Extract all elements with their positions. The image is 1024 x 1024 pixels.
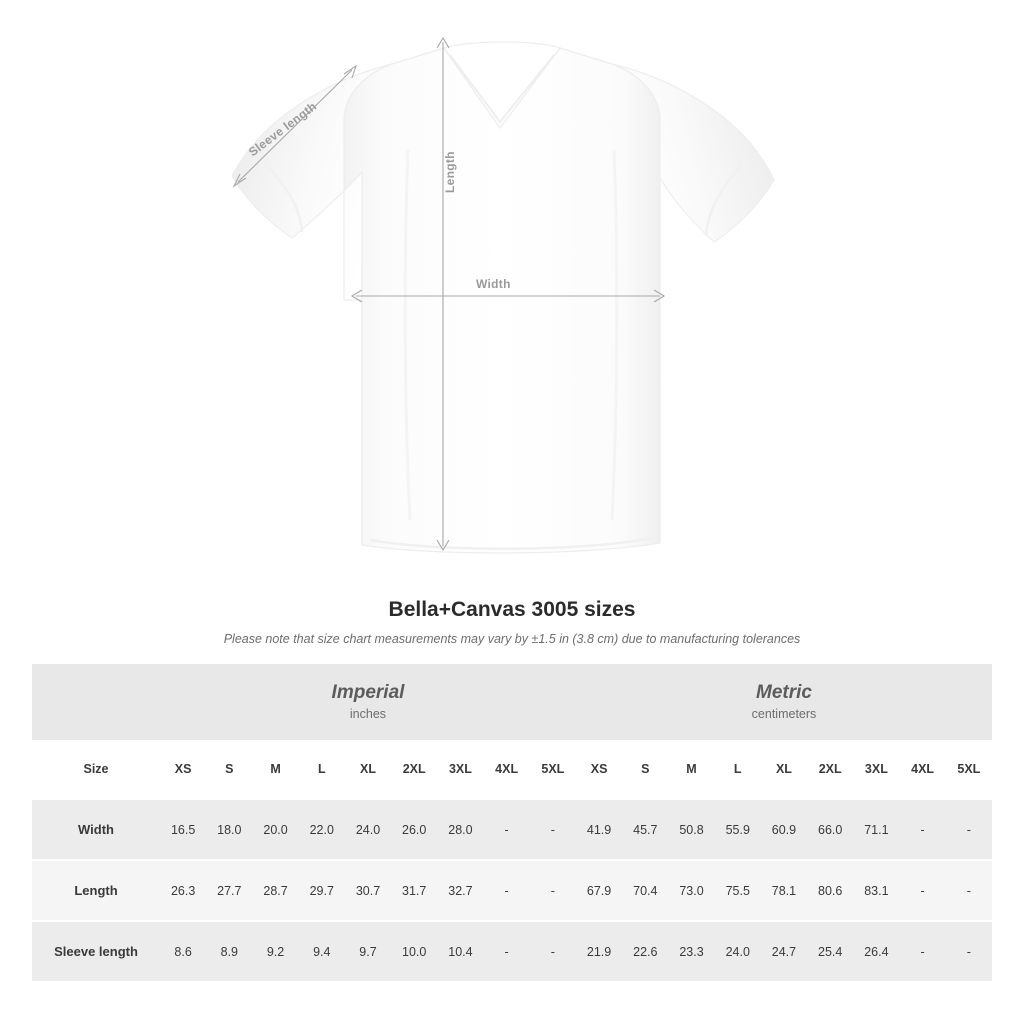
header-imperial-5xl: 5XL xyxy=(530,740,576,799)
metric-unit-sub: centimeters xyxy=(751,706,817,721)
width-imperial-xl: 24.0 xyxy=(345,799,391,860)
sleeve-metric-2xl: 25.4 xyxy=(807,921,853,981)
metric-unit-cell xyxy=(576,664,992,740)
page-title: Bella+Canvas 3005 sizes xyxy=(388,598,636,621)
table-row xyxy=(32,860,992,921)
sleeve-metric-5xl: - xyxy=(946,921,992,981)
imperial-unit-name: Imperial xyxy=(331,681,405,703)
length-metric-xs: 67.9 xyxy=(576,860,622,921)
width-metric-xl: 60.9 xyxy=(761,799,807,860)
header-imperial-l: L xyxy=(299,740,345,799)
sleeve-metric-m: 23.3 xyxy=(668,921,714,981)
sleeve-metric-l: 24.0 xyxy=(715,921,761,981)
sleeve-imperial-xs: 8.6 xyxy=(160,921,206,981)
width-metric-m: 50.8 xyxy=(668,799,714,860)
width-imperial-m: 20.0 xyxy=(252,799,298,860)
header-metric-4xl: 4XL xyxy=(900,740,946,799)
row-label-width: Width xyxy=(32,799,160,860)
sleeve-imperial-2xl: 10.0 xyxy=(391,921,437,981)
length-imperial-5xl: - xyxy=(530,860,576,921)
length-imperial-4xl: - xyxy=(484,860,530,921)
width-imperial-5xl: - xyxy=(530,799,576,860)
header-metric-s: S xyxy=(622,740,668,799)
length-dimension-label: Length xyxy=(443,151,457,193)
width-metric-l: 55.9 xyxy=(715,799,761,860)
length-metric-4xl: - xyxy=(900,860,946,921)
width-metric-s: 45.7 xyxy=(622,799,668,860)
length-imperial-s: 27.7 xyxy=(206,860,252,921)
header-imperial-m: M xyxy=(252,740,298,799)
sleeve-imperial-5xl: - xyxy=(530,921,576,981)
header-metric-5xl: 5XL xyxy=(946,740,992,799)
width-dimension-label: Width xyxy=(476,277,511,291)
sleeve-imperial-xl: 9.7 xyxy=(345,921,391,981)
sleeve-imperial-s: 8.9 xyxy=(206,921,252,981)
length-imperial-xl: 30.7 xyxy=(345,860,391,921)
size-header-label: Size xyxy=(32,740,160,799)
header-imperial-xl: XL xyxy=(345,740,391,799)
header-metric-l: L xyxy=(715,740,761,799)
imperial-unit-cell xyxy=(160,664,576,740)
header-imperial-4xl: 4XL xyxy=(484,740,530,799)
size-chart-table-wrap xyxy=(32,664,992,981)
width-metric-2xl: 66.0 xyxy=(807,799,853,860)
sleeve-imperial-4xl: - xyxy=(484,921,530,981)
width-metric-5xl: - xyxy=(946,799,992,860)
header-metric-2xl: 2XL xyxy=(807,740,853,799)
unit-header-row xyxy=(32,664,992,740)
width-imperial-4xl: - xyxy=(484,799,530,860)
header-metric-m: M xyxy=(668,740,714,799)
size-header-row xyxy=(32,740,992,799)
sleeve-imperial-m: 9.2 xyxy=(252,921,298,981)
row-label-length: Length xyxy=(32,860,160,921)
title-block xyxy=(0,598,1024,646)
length-metric-xl: 78.1 xyxy=(761,860,807,921)
sleeve-metric-xs: 21.9 xyxy=(576,921,622,981)
width-imperial-2xl: 26.0 xyxy=(391,799,437,860)
header-metric-xl: XL xyxy=(761,740,807,799)
width-metric-4xl: - xyxy=(900,799,946,860)
width-metric-xs: 41.9 xyxy=(576,799,622,860)
table-row xyxy=(32,921,992,981)
length-metric-2xl: 80.6 xyxy=(807,860,853,921)
length-metric-3xl: 83.1 xyxy=(853,860,899,921)
length-metric-l: 75.5 xyxy=(715,860,761,921)
header-imperial-s: S xyxy=(206,740,252,799)
width-imperial-s: 18.0 xyxy=(206,799,252,860)
measurement-tolerance-note: Please note that size chart measurements may vary by ±1.5 in (3.8 cm) due to manufacturing tolerances xyxy=(223,632,801,646)
table-row xyxy=(32,799,992,860)
header-metric-xs: XS xyxy=(576,740,622,799)
row-label-sleeve-length: Sleeve length xyxy=(32,921,160,981)
width-metric-3xl: 71.1 xyxy=(853,799,899,860)
length-imperial-l: 29.7 xyxy=(299,860,345,921)
length-metric-s: 70.4 xyxy=(622,860,668,921)
sleeve-length-dimension-label: Sleeve length xyxy=(246,99,320,160)
unit-row-corner xyxy=(32,664,160,740)
length-imperial-xs: 26.3 xyxy=(160,860,206,921)
width-imperial-xs: 16.5 xyxy=(160,799,206,860)
length-metric-m: 73.0 xyxy=(668,860,714,921)
size-chart-table xyxy=(32,664,992,981)
length-imperial-3xl: 32.7 xyxy=(437,860,483,921)
sleeve-metric-3xl: 26.4 xyxy=(853,921,899,981)
sleeve-metric-xl: 24.7 xyxy=(761,921,807,981)
length-imperial-m: 28.7 xyxy=(252,860,298,921)
width-imperial-3xl: 28.0 xyxy=(437,799,483,860)
sleeve-metric-4xl: - xyxy=(900,921,946,981)
header-imperial-2xl: 2XL xyxy=(391,740,437,799)
header-metric-3xl: 3XL xyxy=(853,740,899,799)
length-imperial-2xl: 31.7 xyxy=(391,860,437,921)
width-imperial-l: 22.0 xyxy=(299,799,345,860)
metric-unit-name: Metric xyxy=(756,681,812,703)
sleeve-metric-s: 22.6 xyxy=(622,921,668,981)
header-imperial-xs: XS xyxy=(160,740,206,799)
sleeve-imperial-l: 9.4 xyxy=(299,921,345,981)
header-imperial-3xl: 3XL xyxy=(437,740,483,799)
imperial-unit-sub: inches xyxy=(349,706,387,721)
sleeve-imperial-3xl: 10.4 xyxy=(437,921,483,981)
length-metric-5xl: - xyxy=(946,860,992,921)
